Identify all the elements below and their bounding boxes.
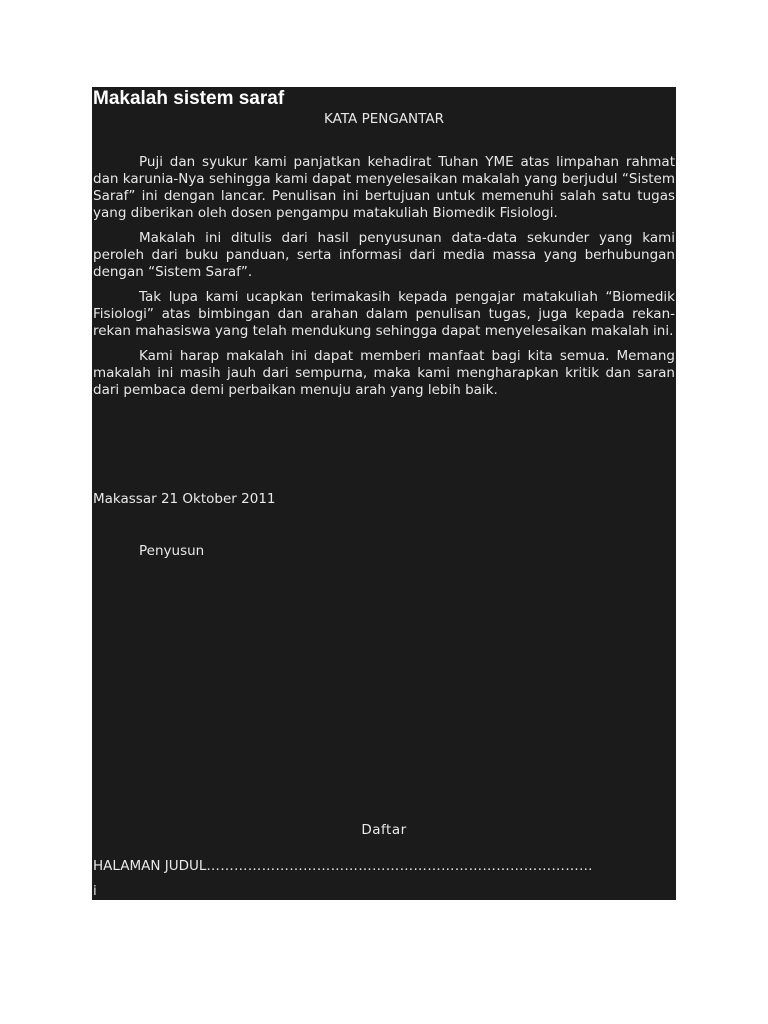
paragraph: Tak lupa kami ucapkan terimakasih kepada pengajar matakuliah “Biomedik Fisiologi” atas bimbingan dan arahan dalam penulisan tugas, juga kepada rekan-rekan mahasiswa yang telah mendukung sehingga dapat menyelesaikan makalah ini.	[93, 289, 675, 339]
section-heading: KATA PENGANTAR	[324, 111, 444, 127]
toc-heading: Daftar	[361, 822, 407, 838]
signer-label: Penyusun	[139, 543, 205, 559]
paragraph: Puji dan syukur kami panjatkan kehadirat Tuhan YME atas limpahan rahmat dan karunia-Nya sehingga kami dapat menyelesaikan makalah yang berjudul “Sistem Saraf” ini dengan lancar. Penulisan ini bertujuan untuk memenuhi salah satu tugas yang diberikan oleh dosen pengampu matakuliah Biomedik Fisiologi.	[93, 154, 675, 221]
paragraph: Makalah ini ditulis dari hasil penyusunan data-data sekunder yang kami peroleh dari buku panduan, serta informasi dari media massa yang berhubungan dengan “Sistem Saraf”.	[93, 230, 675, 280]
document-page	[92, 87, 676, 900]
toc-entry	[93, 857, 673, 875]
document-title: Makalah sistem saraf	[93, 88, 285, 109]
preface-body	[93, 154, 675, 407]
toc-entry-leader: …………………………………………………………………………	[206, 858, 593, 874]
place-date: Makassar 21 Oktober 2011	[93, 491, 276, 507]
toc-entry-page: i	[93, 883, 97, 899]
toc-entry-label: HALAMAN JUDUL	[93, 858, 207, 874]
paragraph: Kami harap makalah ini dapat memberi manfaat bagi kita semua. Memang makalah ini masih jauh dari sempurna, maka kami mengharapkan kritik dan saran dari pembaca demi perbaikan menuju arah yang lebih baik.	[93, 348, 675, 398]
